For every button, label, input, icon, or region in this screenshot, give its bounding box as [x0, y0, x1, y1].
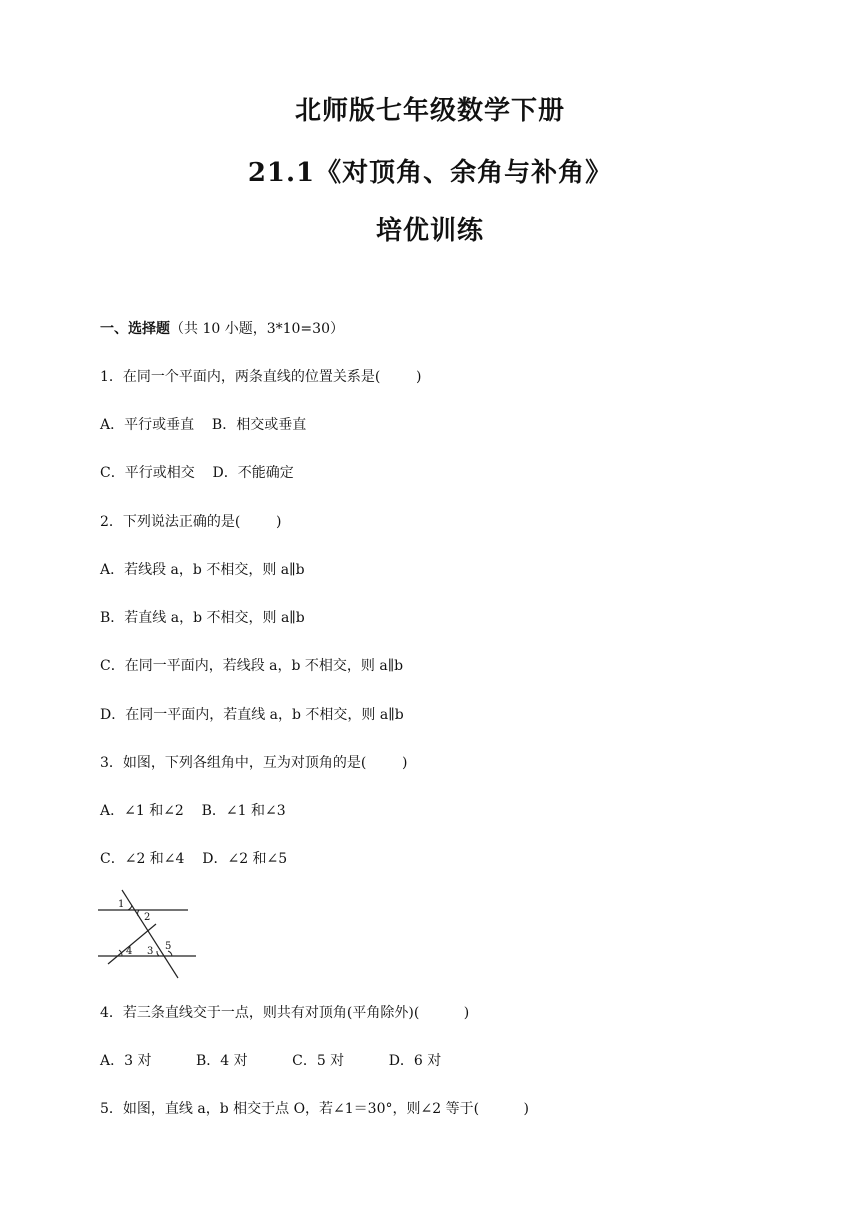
lesson-title: 21.1《对顶角、余角与补角》 — [247, 158, 613, 188]
training-subtitle: 培优训练 — [375, 216, 484, 246]
question-5: 5．如图，直线 a，b 相交于点 O，若∠1＝30°，则∠2 等于( ) — [100, 1101, 530, 1117]
question-2-option-b: B．若直线 a，b 不相交，则 a∥b — [100, 610, 305, 626]
angle-5-label: 5 — [165, 941, 172, 952]
document-title: 北师版七年级数学下册 — [294, 96, 565, 126]
question-2-option-d: D．在同一平面内，若直线 a，b 不相交，则 a∥b — [100, 707, 404, 723]
question-4: 4．若三条直线交于一点，则共有对顶角(平角除外)( ) — [100, 1005, 470, 1021]
angle-1-label: 1 — [118, 899, 125, 910]
question-2-option-a: A．若线段 a，b 不相交，则 a∥b — [100, 562, 305, 578]
question-1: 1．在同一个平面内，两条直线的位置关系是( ) — [100, 369, 422, 385]
figure-transversal-line — [122, 890, 178, 978]
question-3-options-ab: A．∠1 和∠2 B．∠1 和∠3 — [100, 803, 286, 819]
question-3: 3．如图，下列各组角中，互为对顶角的是( ) — [100, 755, 408, 771]
question-1-options-ab: A．平行或垂直 B．相交或垂直 — [100, 417, 307, 433]
angle-2-label: 2 — [144, 912, 151, 923]
angle-3-arc — [157, 951, 159, 956]
angle-3-label: 3 — [147, 946, 154, 957]
section-heading — [100, 318, 344, 338]
question-3-options-cd: C．∠2 和∠4 D．∠2 和∠5 — [100, 851, 288, 867]
angle-1-arc — [128, 905, 132, 910]
section-heading-note: （共 10 小题，3*10=30） — [170, 321, 344, 337]
figure-slanted-line — [108, 924, 156, 964]
question-4-options: A．3 对 B．4 对 C．5 对 D．6 对 — [100, 1053, 442, 1069]
section-heading-label: 一、选择题 — [100, 321, 170, 337]
question-1-options-cd: C．平行或相交 D．不能确定 — [100, 465, 294, 481]
question-2-option-c: C．在同一平面内，若线段 a，b 不相交，则 a∥b — [100, 658, 404, 674]
angle-4-label: 4 — [126, 946, 133, 957]
angles-figure — [96, 884, 206, 980]
question-2: 2．下列说法正确的是( ) — [100, 514, 282, 530]
